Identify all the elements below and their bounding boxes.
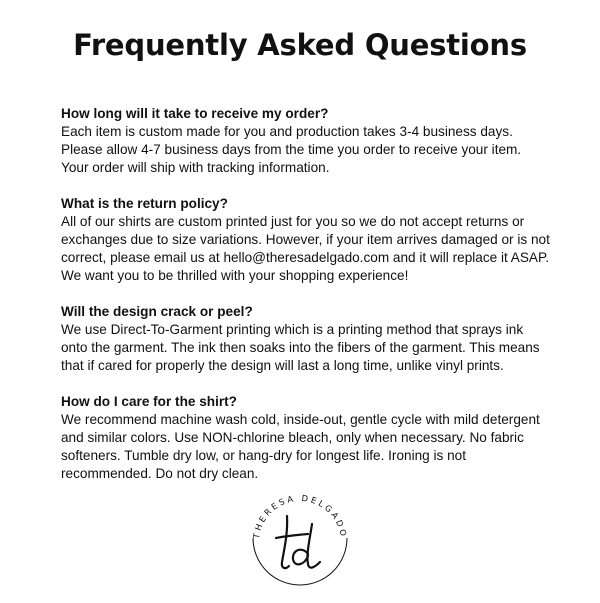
logo-brand-name: THERESA DELGADO bbox=[251, 492, 350, 540]
answer-line: Each item is custom made for you and production takes 3-4 business days. bbox=[61, 124, 513, 139]
faq-answer bbox=[61, 123, 561, 177]
answer-line: that if cared for properly the design will last a long time, unlike vinyl prints. bbox=[61, 358, 504, 373]
faq-question: What is the return policy? bbox=[61, 196, 228, 211]
page-title: Frequently Asked Questions bbox=[73, 28, 527, 62]
answer-line: We want you to be thrilled with your shopping experience! bbox=[61, 268, 409, 283]
faq-answer bbox=[61, 321, 561, 375]
brand-logo bbox=[242, 482, 358, 598]
answer-line: We use Direct-To-Garment printing which is a printing method that sprays ink bbox=[61, 322, 524, 337]
faq-list bbox=[61, 105, 561, 501]
faq-item bbox=[61, 105, 561, 177]
answer-line: Please allow 4-7 business days from the time you order to receive your item. bbox=[61, 142, 522, 157]
faq-question: How long will it take to receive my order? bbox=[61, 106, 329, 121]
faq-item bbox=[61, 303, 561, 375]
answer-line: and similar colors. Use NON-chlorine bleach, only when necessary. No fabric bbox=[61, 430, 524, 445]
faq-question: How do I care for the shirt? bbox=[61, 394, 237, 409]
logo-monogram bbox=[276, 516, 320, 568]
answer-line: exchanges due to size variations. However, if your item arrives damaged or is not bbox=[61, 232, 550, 247]
answer-line: All of our shirts are custom printed just for you so we do not accept returns or bbox=[61, 214, 525, 229]
answer-line: We recommend machine wash cold, inside-out, gentle cycle with mild detergent bbox=[61, 412, 540, 427]
answer-line: recommended. Do not dry clean. bbox=[61, 466, 259, 481]
logo-circle bbox=[253, 538, 347, 585]
answer-line: softeners. Tumble dry low, or hang-dry for longest life. Ironing is not bbox=[61, 448, 466, 463]
answer-line: onto the garment. The ink then soaks into the fibers of the garment. This means bbox=[61, 340, 540, 355]
faq-item bbox=[61, 195, 561, 285]
faq-question: Will the design crack or peel? bbox=[61, 304, 253, 319]
faq-item bbox=[61, 393, 561, 483]
answer-line: correct, please email us at hello@theresadelgado.com and it will replace it ASAP. bbox=[61, 250, 550, 265]
faq-answer bbox=[61, 213, 561, 285]
faq-answer bbox=[61, 411, 561, 483]
logo-mark-icon bbox=[242, 482, 358, 598]
answer-line: Your order will ship with tracking information. bbox=[61, 160, 330, 175]
